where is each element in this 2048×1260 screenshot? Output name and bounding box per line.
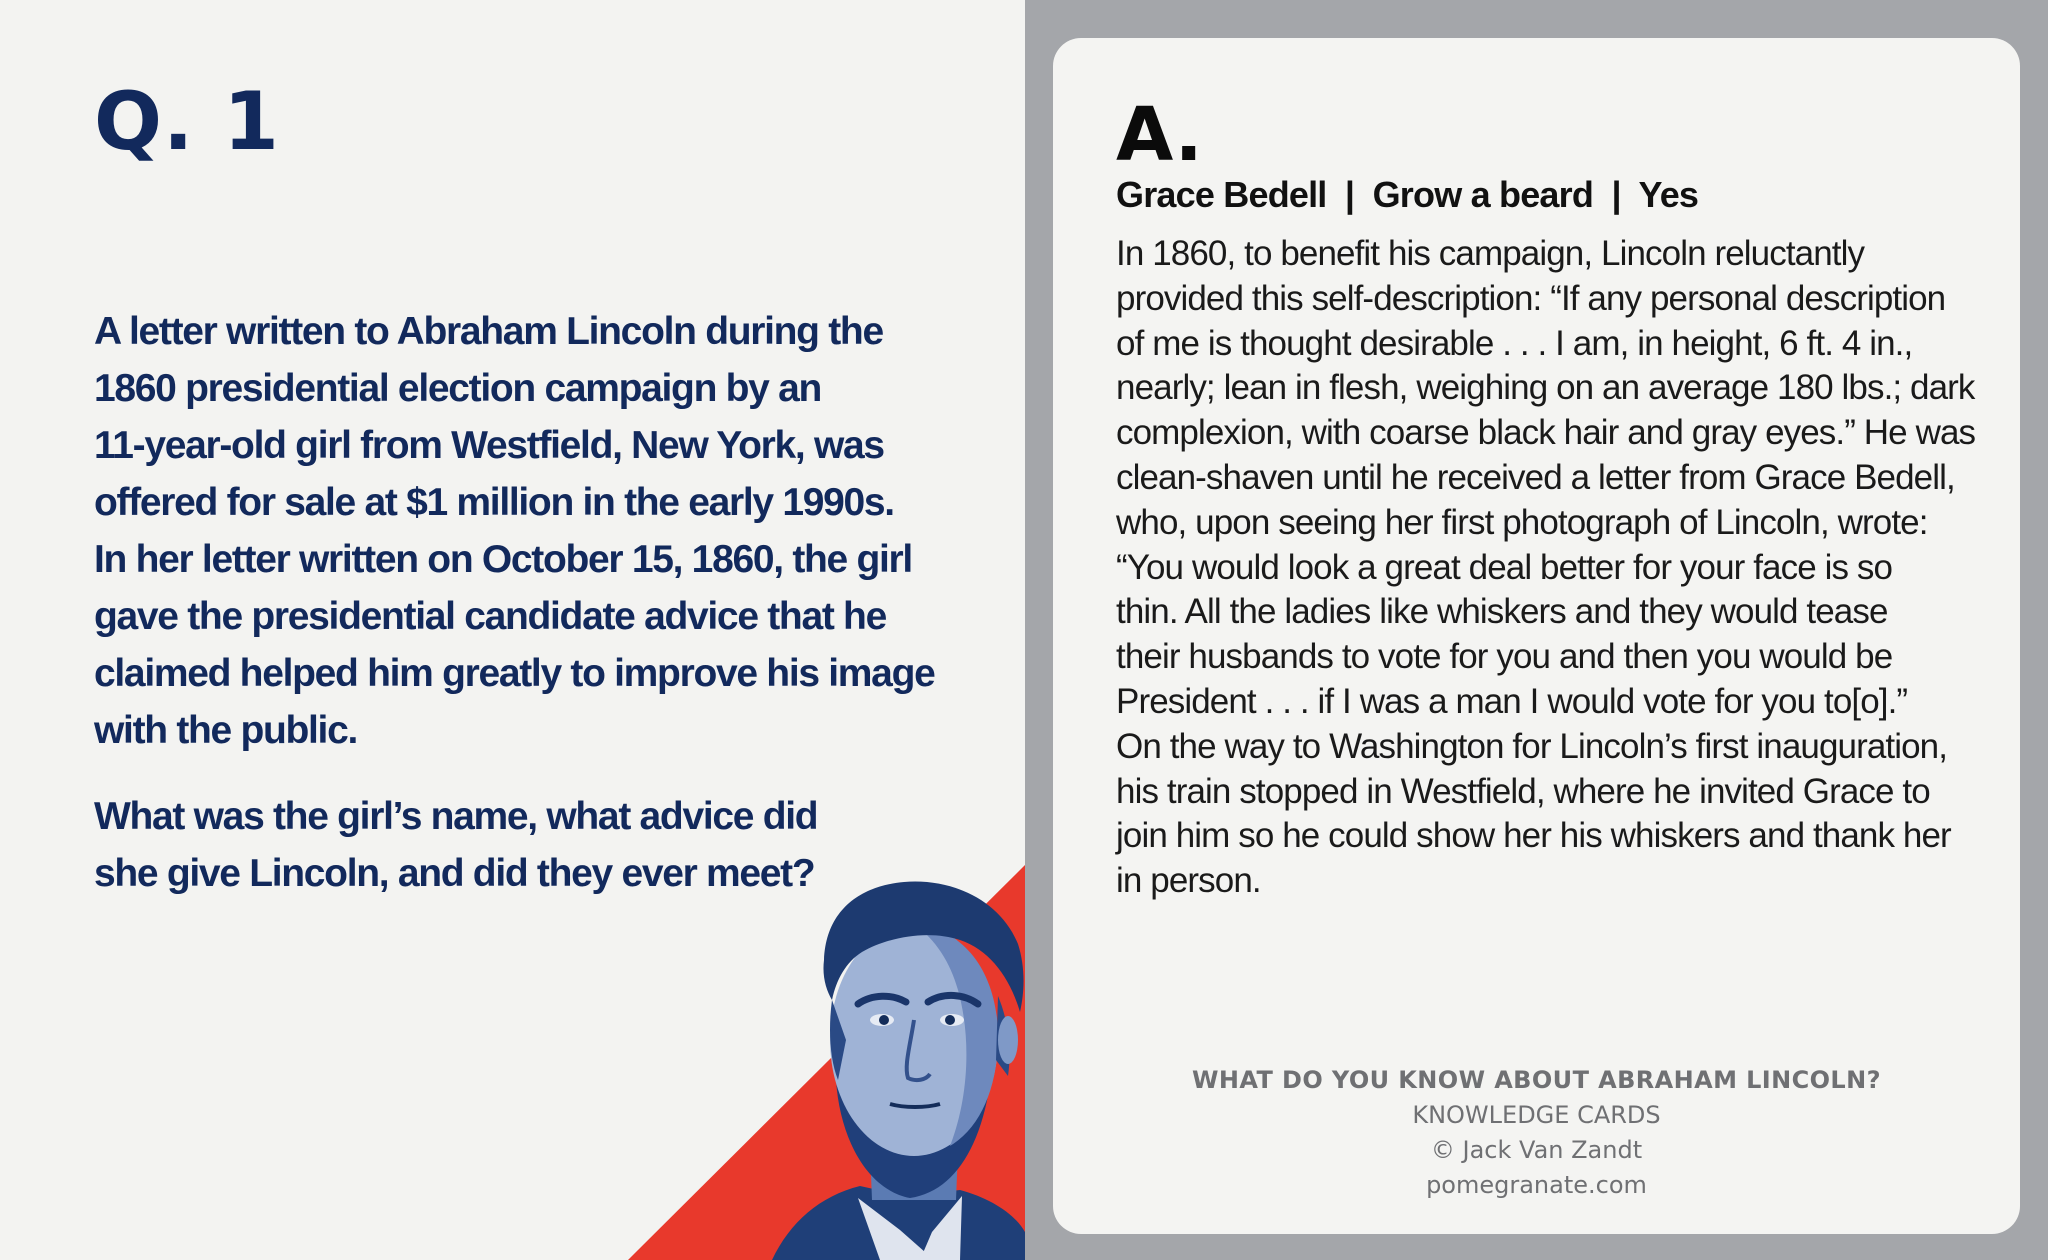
answer-heading: A.: [1116, 92, 1203, 178]
credits-subtitle: KNOWLEDGE CARDS: [1412, 1101, 1661, 1129]
credits-copyright: © Jack Van Zandt: [1430, 1136, 1643, 1164]
credits-title: WHAT DO YOU KNOW ABOUT ABRAHAM LINCOLN?: [1192, 1066, 1881, 1094]
question-paragraph-1: A letter written to Abraham Lincoln during the 1860 presidential election campaign by an 11-year-old girl from Westfield, New York, was offered for sale at $1 million in the early 1990s. In her letter written on October 15, 1860, the girl gave the presidential candidate advice that he claimed helped him greatly to improve his image with the public.: [94, 310, 935, 752]
credits-website: pomegranate.com: [1426, 1171, 1647, 1199]
answer-body: In 1860, to benefit his campaign, Lincoln reluctantly provided this self-description: “If any personal description of me is thought desirable . . . I am, in height, 6 ft. 4 in., nearly; lean in flesh, weighing on an average 180 lbs.; dark complexion, with coarse black hair and gray eyes.” He was clean-shaven until he received a letter from Grace Bedell, who, upon seeing her first photograph of Lincoln, wrote: “You would look a great deal better for your face is so thin. All the ladies like whiskers and they would tease their husbands to vote for you and then you would be President . . . if I was a man I would vote for you to[o].” On the way to Washington for Lincoln’s first inauguration, his train stopped in Westfield, where he invited Grace to join him so he could show her his whiskers and thank her in person.: [1116, 234, 1976, 901]
question-heading: Q. 1: [94, 75, 280, 168]
card-credits: [1053, 1063, 2020, 1203]
question-paragraph-2: What was the girl’s name, what advice did she give Lincoln, and did they ever meet?: [94, 795, 818, 895]
answer-summary: Grace Bedell | Grow a beard | Yes: [1116, 174, 1699, 215]
